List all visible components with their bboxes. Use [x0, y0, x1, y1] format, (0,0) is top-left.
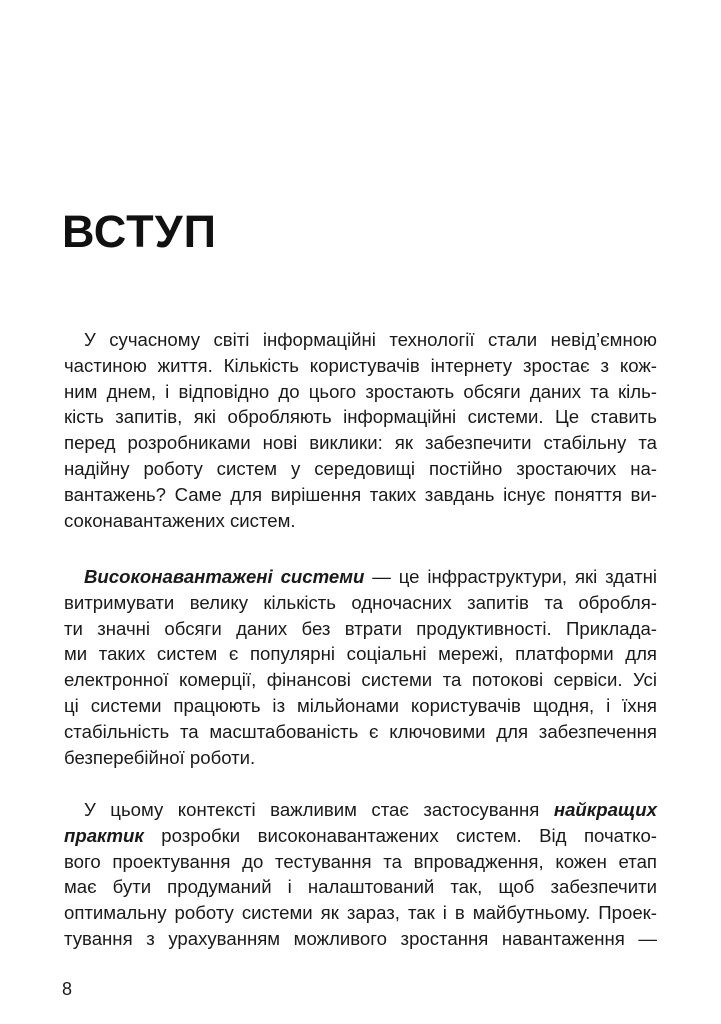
text-line [64, 719, 657, 745]
text-line [64, 430, 657, 456]
text-line [64, 900, 657, 926]
text-segment: перед розробниками нові виклики: як забезпечити стабільну та [64, 432, 657, 454]
text-segment: оптимальну роботу системи як зараз, так і в майбутньому. Проек- [64, 902, 657, 924]
text-line [64, 667, 657, 693]
text-line [64, 327, 657, 353]
text-segment: ти значні обсяги даних без втрати продуктивності. Приклада- [64, 617, 657, 639]
text-segment: має бути продуманий і налаштований так, щоб забезпечити [64, 876, 657, 898]
paragraph [64, 327, 657, 533]
text-segment: розробки високонавантажених систем. Від початко- [143, 824, 657, 846]
emphasized-term: Високонавантажені системи [84, 566, 365, 587]
text-segment: соконавантажених систем. [64, 509, 296, 531]
text-segment: стабільність та масштабованість є ключовими для забезпечення [64, 720, 657, 742]
text-line [64, 508, 657, 534]
text-line [64, 745, 657, 771]
text-segment: електронної комерції, фінансові системи та потокові сервіси. Усі [64, 669, 657, 691]
text-segment: витримувати велику кількість одночасних запитів та обробля- [64, 591, 657, 613]
text-line [64, 641, 657, 667]
text-segment: ми таких систем є популярні соціальні мережі, платформи для [64, 643, 657, 665]
text-segment: ці системи працюють із мільйонами користувачів щодня, і їхня [64, 694, 657, 716]
text-line [64, 874, 657, 900]
text-segment: — це інфраструктури, які здатні [364, 566, 657, 587]
text-line [64, 379, 657, 405]
text-line [64, 693, 657, 719]
text-segment: ним днем, і відповідно до цього зростають обсяги даних та кіль- [64, 380, 657, 402]
text-segment: вого проектування до тестування та впровадження, кожен етап [64, 850, 657, 872]
text-segment: У цьому контексті важливим стає застосування [84, 799, 554, 820]
text-segment: тування з урахуванням можливого зростання навантаження — [64, 927, 657, 949]
text-line [64, 353, 657, 379]
text-line [64, 823, 657, 849]
text-segment: надійну роботу систем у середовищі постійно зростаючих на- [64, 457, 657, 479]
text-segment: безперебійної роботи. [64, 746, 256, 768]
text-segment: кість запитів, які обробляють інформаційні системи. Це ставить [64, 406, 657, 428]
text-segment: частиною життя. Кількість користувачів інтернету зростає з кож- [64, 354, 657, 376]
text-segment: У сучасному світі інформаційні технології стали невід’ємною [84, 329, 657, 350]
paragraph [64, 797, 657, 952]
text-line [64, 926, 657, 952]
paragraph [64, 564, 657, 770]
emphasized-term: практик [64, 824, 144, 846]
text-line [64, 590, 657, 616]
text-line [64, 564, 657, 590]
emphasized-term: найкращих [553, 799, 657, 820]
text-line [64, 616, 657, 642]
text-line [64, 456, 657, 482]
text-segment: вантажень? Саме для вирішення таких завдань існує поняття ви- [64, 483, 657, 505]
text-line [64, 849, 657, 875]
chapter-title: ВСТУП [62, 206, 217, 257]
text-line [64, 404, 657, 430]
text-line [64, 797, 657, 823]
text-line [64, 482, 657, 508]
page-number: 8 [62, 979, 73, 999]
